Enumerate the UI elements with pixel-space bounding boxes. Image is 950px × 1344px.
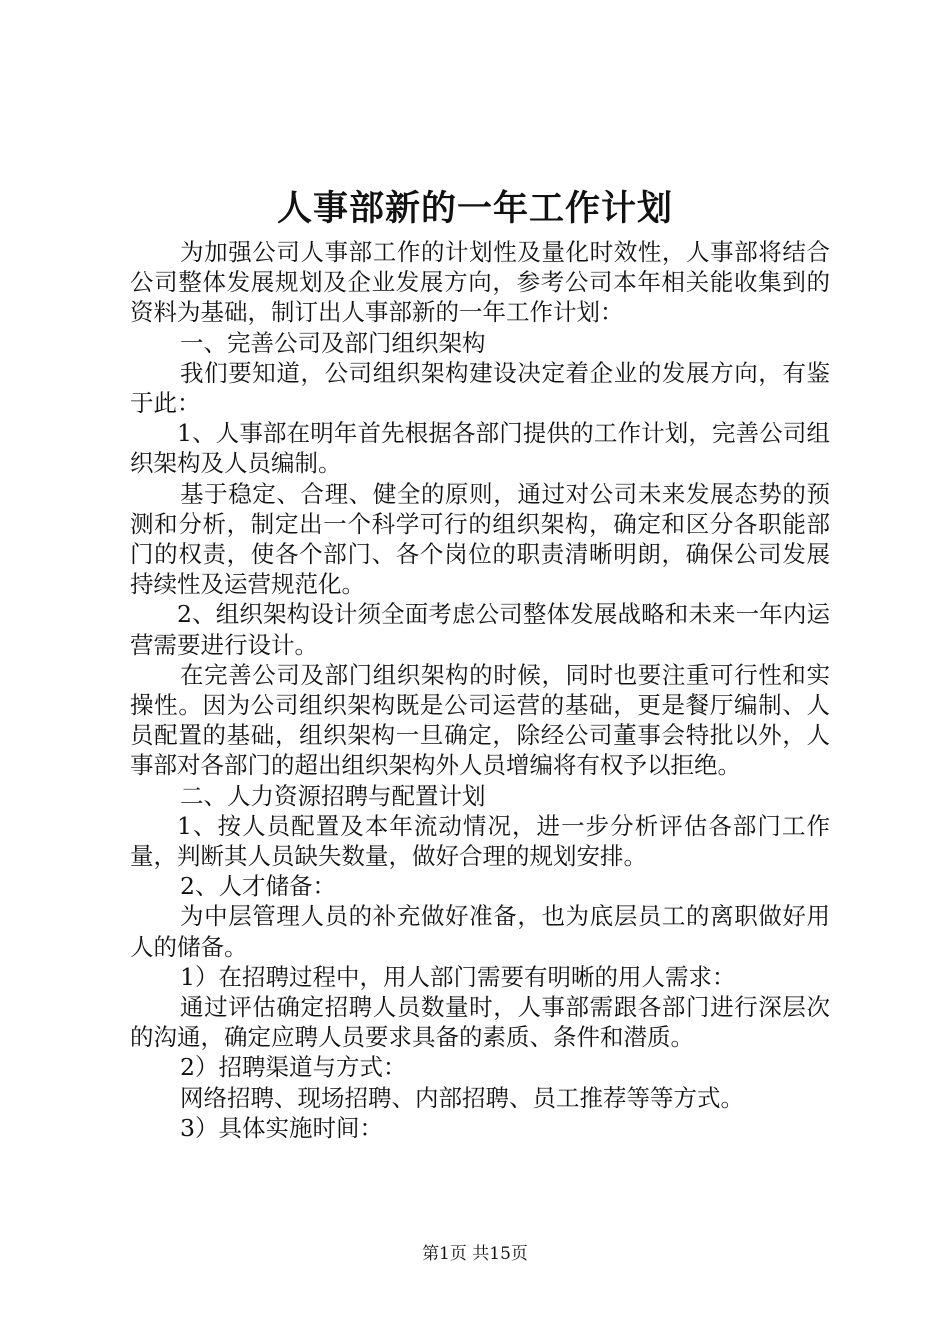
list-item: 1、按人员配置及本年流动情况，进一步分析评估各部门工作量，判断其人员缺失数量，做好合理的规划安排。	[130, 811, 830, 871]
document-body	[130, 237, 830, 1143]
sub-list-item: 1）在招聘过程中，用人部门需要有明晰的用人需求：	[180, 962, 736, 991]
paragraph: 在完善公司及部门组织架构的时候，同时也要注重可行性和实操性。因为公司组织架构既是公司运营的基础，更是餐厅编制、人员配置的基础，组织架构一旦确定，除经公司董事会特批以外，人事部对各部门的超出组织架构外人员增编将有权予以拒绝。	[130, 660, 830, 780]
paragraph-intro: 为加强公司人事部工作的计划性及量化时效性，人事部将结合公司整体发展规划及企业发展方向，参考公司本年相关能收集到的资料为基础，制订出人事部新的一年工作计划：	[130, 238, 830, 327]
sub-list-item: 3）具体实施时间：	[180, 1113, 383, 1142]
sub-list-item: 2）招聘渠道与方式：	[180, 1053, 407, 1082]
page-footer	[0, 1243, 950, 1265]
paragraph: 网络招聘、现场招聘、内部招聘、员工推荐等等方式。	[180, 1083, 744, 1112]
paragraph: 我们要知道，公司组织架构建设决定着企业的发展方向，有鉴于此：	[130, 358, 830, 418]
paragraph: 通过评估确定招聘人员数量时，人事部需跟各部门进行深层次的沟通，确定应聘人员要求具备的素质、条件和潜质。	[130, 993, 830, 1052]
paragraph: 基于稳定、合理、健全的原则，通过对公司未来发展态势的预测和分析，制定出一个科学可行的组织架构，确定和区分各职能部门的权责，使各个部门、各个岗位的职责清晰明朗，确保公司发展持续性及运营规范化。	[130, 479, 830, 599]
section-heading-1: 一、完善公司及部门组织架构	[180, 328, 486, 357]
page-indicator: 第1页 共15页	[422, 1244, 528, 1264]
list-item: 1、人事部在明年首先根据各部门提供的工作计划，完善公司组织架构及人员编制。	[130, 419, 830, 478]
list-item: 2、人才储备：	[180, 872, 336, 901]
section-heading-2: 二、人力资源招聘与配置计划	[180, 781, 486, 810]
paragraph: 为中层管理人员的补充做好准备，也为底层员工的离职做好用人的储备。	[130, 902, 830, 961]
list-item: 2、组织架构设计须全面考虑公司整体发展战略和未来一年内运营需要进行设计。	[130, 600, 830, 659]
document-title: 人事部新的一年工作计划	[276, 189, 673, 229]
